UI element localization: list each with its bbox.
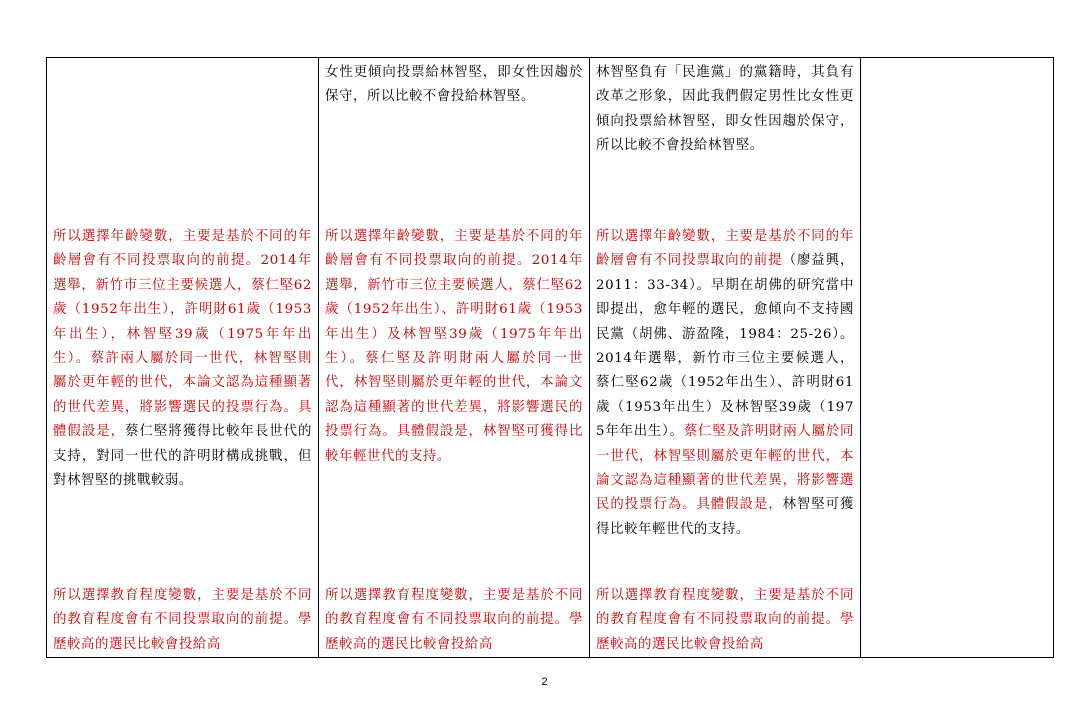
page-number: 2	[541, 676, 548, 688]
age-paragraph	[53, 225, 312, 493]
age-paragraph	[596, 225, 854, 542]
content-table	[46, 57, 1054, 658]
age-paragraph: 所以選擇年齡變數，主要是基於不同的年齡層會有不同投票取向的前提。2014年選舉，新竹市三位主要候選人，蔡仁堅62歲（1952年出生）、許明財61歲（1953年出生）及林智堅39歲（1975年年出生）。蔡仁堅及許明財兩人屬於同一世代，林智堅則屬於更年輕的世代，本論文認為這種顯著的世代差異，將影響選民的投票行為。具體假設是，林智堅可獲得比較年輕世代的支持。	[325, 229, 583, 464]
age-hypothesis-red-text: 蔡仁堅及許明財兩人屬於同一世代，林智堅則屬於更年輕的世代，本論文認為這種顯著的世代差異，將影響選民的投票行為。具體假設是，	[596, 424, 854, 513]
table-column-3	[590, 58, 861, 657]
table-column-4	[861, 58, 1053, 657]
education-paragraph: 所以選擇教育程度變數，主要是基於不同的教育程度會有不同投票取向的前提。學歷較高的選民比較會投給高	[53, 588, 312, 652]
age-hypothesis-black-text: 蔡仁堅將獲得比較年長世代的支持，對同一世代的許明財構成挑戰，但對林智堅的挑戰較弱。	[53, 424, 312, 489]
gender-paragraph: 女性更傾向投票給林智堅，即女性因趨於保守，所以比較不會投給林智堅。	[325, 65, 583, 105]
education-paragraph: 所以選擇教育程度變數，主要是基於不同的教育程度會有不同投票取向的前提。學歷較高的選民比較會投給高	[596, 588, 854, 652]
age-hypothesis-red-text: 所以選擇年齡變數，主要是基於不同的年齡層會有不同投票取向的前提。2014年選舉，新竹市三位主要候選人，蔡仁堅62歲（1952年出生），許明財61歲（1953年出生），林智堅39歲（1975年年出生）。蔡許兩人屬於同一世代，林智堅則屬於更年輕的世代，本論文認為這種顯著的世代差異，將影響選民的投票行為。具體假設是，	[53, 229, 312, 440]
age-citation-black-text: （廖益興，2011：33-34）。早期在胡佛的研究當中即提出，愈年輕的選民，愈傾向不支持國民黨（胡佛、游盈隆，1984：25-26）。2014年選舉，新竹市三位主要候選人，蔡仁堅62歲（1952年出生）、許明財61歲（1953年出生）及林智堅39歲（1975年年出生）。	[596, 253, 854, 440]
gender-paragraph: 林智堅負有「民進黨」的黨籍時，其負有改革之形象，因此我們假定男性比女性更傾向投票給林智堅，即女性因趨於保守，所以比較不會投給林智堅。	[596, 65, 854, 154]
table-column-1	[47, 58, 319, 657]
table-column-2	[319, 58, 590, 657]
education-paragraph: 所以選擇教育程度變數，主要是基於不同的教育程度會有不同投票取向的前提。學歷較高的選民比較會投給高	[325, 588, 583, 652]
age-premise-red-text: 所以選擇年齡變數，主要是基於不同的年齡層會有不同投票取向的前提	[596, 229, 854, 269]
age-hypothesis-black-text: 林智堅可獲得比較年輕世代的支持。	[596, 497, 854, 537]
